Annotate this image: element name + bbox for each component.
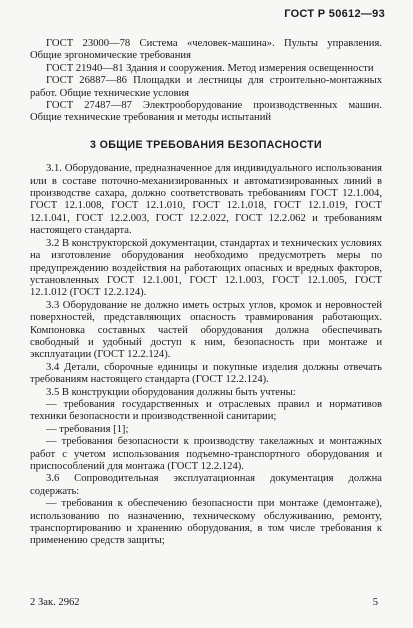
reference-line: ГОСТ 27487—87 Электрооборудование производственных машин. Общие технические требования и методы испытаний — [30, 100, 382, 124]
list-item: — требования [1]; — [46, 423, 129, 435]
reference-line: ГОСТ 21940—81 Здания и сооружения. Метод измерения освещенности — [46, 62, 374, 74]
section-title: 3 ОБЩИЕ ТРЕБОВАНИЯ БЕЗОПАСНОСТИ — [90, 138, 322, 151]
list-item: — требования к обеспечению безопасности при монтаже (демонтаже), использованию по назначению, техническому обслуживанию, ремонту, транспортированию и хранению оборудования, в том числе требования к применению средств защиты; — [30, 498, 382, 547]
page-header: ГОСТ Р 50612—93 — [284, 8, 385, 20]
paragraph-3-4: 3.4 Детали, сборочные единицы и покупные изделия должны отвечать требованиям настоящего стандарта (ГОСТ 12.2.124). — [30, 361, 382, 386]
list-item: — требования безопасности к производству такелажных и монтажных работ с учетом использования подъемно-транспортного оборудования и приспособлений для монтажа (ГОСТ 12.2.124). — [30, 436, 382, 472]
paragraph-3-1: 3.1. Оборудование, предназначенное для индивидуального использования или в составе поточно-механизированных и автоматизированных линий в производстве сахара, должно соответствовать требованиям ГОСТ 12.1.004, ГОСТ 12.1.008, ГОСТ 12.1.010, ГОСТ 12.1.018, ГОСТ 12.1.019, ГОСТ 12.1.041, ГОСТ 12.2.003, ГОСТ 12.2.022, ГОСТ 12.2.062 и требованиям настоящего стандарта. — [30, 163, 382, 237]
document-body — [30, 38, 382, 548]
print-order-note: 2 Зак. 2962 — [30, 597, 80, 608]
paragraph-3-6: 3.6 Сопроводительная эксплуатационная документация должна содержать: — [30, 473, 382, 497]
page-number: 5 — [372, 597, 378, 608]
paragraph-3-3: 3.3 Оборудование не должно иметь острых углов, кромок и неровностей поверхностей, представляющих опасность травмирования работающих. Компоновка составных частей оборудования должна обеспечивать свободный и удобный доступ к ним, безопасность при монтаже и эксплуатации (ГОСТ 12.2.124). — [30, 299, 382, 361]
paragraph-3-2: 3.2 В конструкторской документации, стандартах и технических условиях на изготовление оборудования необходимо предусмотреть меры по предупреждению воздействия на работающих опасных и вредных факторов, установленных ГОСТ 12.1.001, ГОСТ 12.1.003, ГОСТ 12.1.005, ГОСТ 12.1.012 (ГОСТ 12.2.124). — [30, 237, 382, 299]
reference-line: ГОСТ 23000—78 Система «человек-машина». Пульты управления. Общие эргономические требования — [30, 38, 382, 62]
paragraph-3-5: 3.5 В конструкции оборудования должны быть учтены: — [46, 386, 296, 398]
reference-line: ГОСТ 26887—86 Площадки и лестницы для строительно-монтажных работ. Общие технические условия — [30, 75, 382, 99]
list-item: — требования государственных и отраслевых правил и нормативов техники безопасности и производственной санитарии; — [30, 398, 382, 423]
